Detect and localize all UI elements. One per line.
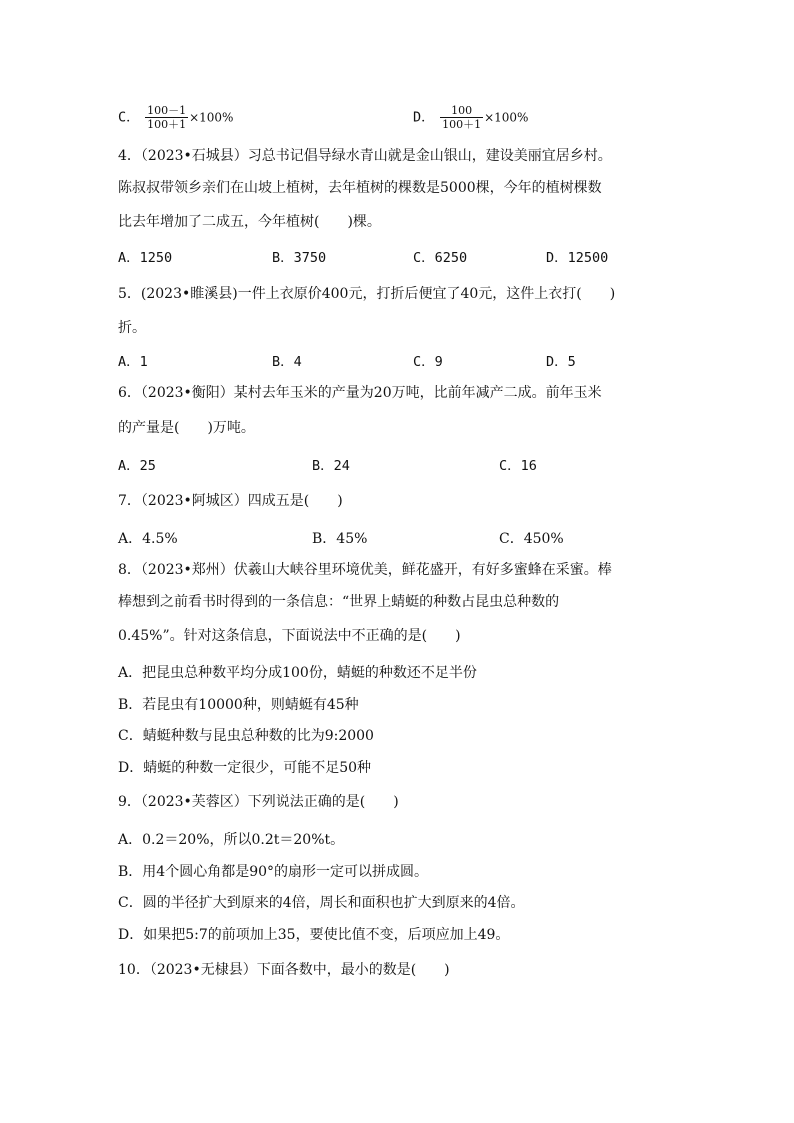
q9-option-c[interactable]: C．圆的半径扩大到原来的4倍，周长和面积也扩大到原来的4倍。: [118, 895, 525, 911]
q5-option-c[interactable]: C．9: [413, 354, 443, 370]
q4-text-line-2: 陈叔叔带领乡亲们在山坡上植树，去年植树的棵数是5000棵，今年的植树棵数: [118, 180, 602, 196]
q8-text-line-3: 0.45%”。针对这条信息，下面说法中不正确的是( ): [118, 628, 461, 644]
q4-option-b[interactable]: B．3750: [272, 250, 327, 266]
q3-option-d-numerator: 100: [451, 104, 473, 117]
q3-option-c-suffix: ×100%: [189, 110, 234, 125]
q5-text-line-1: 5．(2023•睢溪县)一件上衣原价400元，打折后便宜了40元，这件上衣打( ): [118, 286, 616, 302]
q5-option-b[interactable]: B．4: [272, 354, 302, 370]
q8-option-b[interactable]: B．若昆虫有10000种，则蜻蜓有45种: [118, 697, 359, 713]
q4-text-line-3: 比去年增加了二成五，今年植树( )棵。: [118, 214, 381, 230]
q6-option-b[interactable]: B．24: [312, 458, 350, 474]
q4-option-a[interactable]: A．1250: [118, 250, 173, 266]
q3-option-d-suffix: ×100%: [484, 110, 529, 125]
q5-text-line-2: 折。: [118, 320, 146, 336]
q3-option-d-label: D．: [413, 109, 435, 126]
q8-text-line-2: 棒想到之前看书时得到的一条信息：“世界上蜻蜓的种数占昆虫总种数的: [118, 594, 560, 610]
q3-option-d-denominator: 100＋1: [442, 118, 482, 131]
q3-option-c-label: C．: [118, 109, 140, 126]
q6-option-c[interactable]: C．16: [499, 458, 537, 474]
q3-option-c-denominator: 100＋1: [147, 118, 187, 131]
q4-text-line-1: 4．（2023•石城县）习总书记倡导绿水青山就是金山银山，建设美丽宜居乡村。: [118, 148, 612, 164]
q4-option-d[interactable]: D．12500: [546, 250, 609, 266]
q7-text-line-1: 7．（2023•阿城区）四成五是( ): [118, 493, 343, 509]
q5-option-a[interactable]: A．1: [118, 354, 148, 370]
q9-text-line-1: 9．（2023•芙蓉区）下列说法正确的是( ): [118, 794, 399, 810]
q7-option-b[interactable]: B．45%: [312, 531, 368, 547]
q8-option-c[interactable]: C．蜻蜓种数与昆虫总种数的比为9:2000: [118, 728, 374, 744]
q3-option-d[interactable]: [413, 104, 528, 131]
q7-option-c[interactable]: C．450%: [499, 531, 564, 547]
q8-option-d[interactable]: D．蜻蜓的种数一定很少，可能不足50种: [118, 760, 372, 776]
q6-text-line-2: 的产量是( )万吨。: [118, 420, 255, 436]
q9-option-a[interactable]: A．0.2＝20%，所以0.2t＝20%t。: [118, 832, 345, 848]
q4-option-c[interactable]: C．6250: [413, 250, 468, 266]
q7-option-a[interactable]: A．4.5%: [118, 531, 178, 547]
q3-option-c[interactable]: [118, 104, 233, 131]
q3-option-c-fraction: [145, 104, 188, 131]
q5-option-d[interactable]: D．5: [546, 354, 576, 370]
q9-option-d[interactable]: D．如果把5:7的前项加上35，要使比值不变，后项应加上49。: [118, 927, 510, 943]
q9-option-b[interactable]: B．用4个圆心角都是90°的扇形一定可以拼成圆。: [118, 864, 429, 880]
q3-option-d-fraction: [440, 104, 483, 131]
q8-text-line-1: 8．（2023•郑州）伏羲山大峡谷里环境优美，鲜花盛开，有好多蜜蜂在采蜜。棒: [118, 562, 612, 578]
q6-text-line-1: 6．（2023•衡阳）某村去年玉米的产量为20万吨，比前年减产二成。前年玉米: [118, 385, 602, 401]
q6-option-a[interactable]: A．25: [118, 458, 156, 474]
q3-option-c-numerator: 100－1: [147, 104, 187, 117]
q8-option-a[interactable]: A．把昆虫总种数平均分成100份，蜻蜓的种数还不足半份: [118, 665, 477, 681]
q10-text-line-1: 10．（2023•无棣县）下面各数中，最小的数是( ): [118, 962, 450, 978]
